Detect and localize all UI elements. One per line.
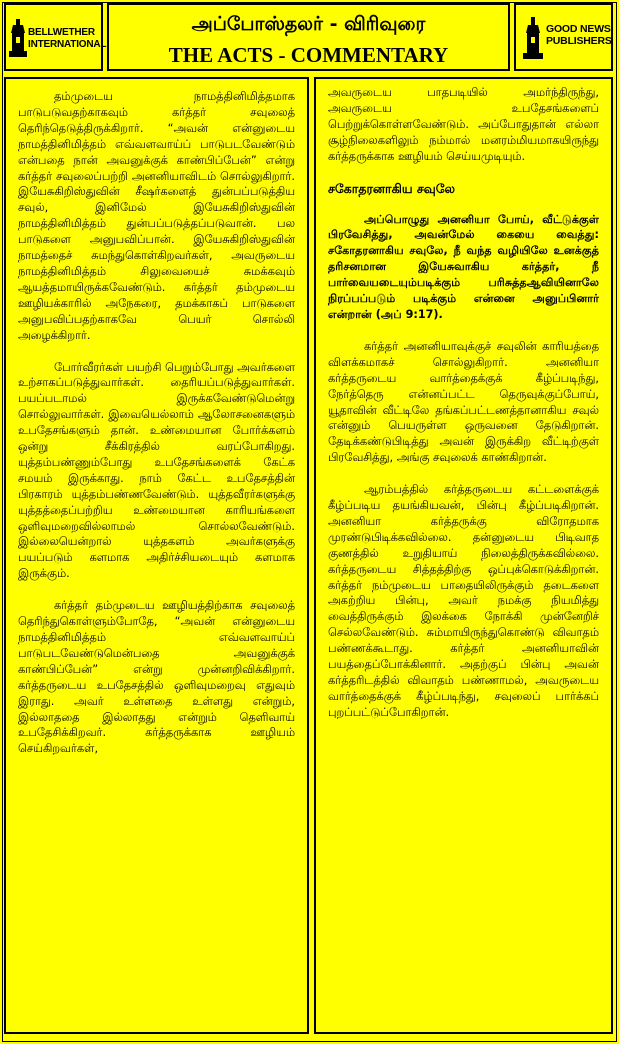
right-paragraph-2: ஆரம்பத்தில் கர்த்தருடைய கட்டளைக்குக் கீழ்ப்படிய தயங்கியவன், பின்பு கீழ்ப்படிகிறான். அனனியா கர்த்தருக்கு விரோதமாக முரண்டுபிடிக்கவில்லை. தன்னுடைய பிடிவாத குணத்தில் உறுதியாய் நிலைத்திருக்கவில்லை. கர்த்தருடைய சித்தத்திற்கு ஒப்புக்கொடுக்கிறான். கர்த்தர் நம்முடைய பாதையிலிருக்கும் தடைகளை அகற்றிய பின்பு, அவர் நமக்கு நியமித்து வைத்திருக்கும் இலக்கை நோக்கி முன்னேறிச் செல்லவேண்டும். சும்மாயிருந்துகொண்டு விவாதம் பண்ணக்கூடாது. கர்த்தர் அனனியாவின் பயத்தைப்போக்கினார். அதற்குப் பின்பு அவன் கர்த்தரிடத்தில் விவாதம் பண்ணாமல், அவருடைய வார்த்தைக்குக் கீழ்ப்படிந்து, சவுலைப் பார்க்கப் புறப்பட்டுப்போகிறான். (328, 482, 599, 719)
right-paragraph-1: கர்த்தர் அனனியாவுக்குச் சவுலின் காரியத்தை விளக்கமாகச் சொல்லுகிறார். அனனியா கர்த்தருடைய வார்த்தைக்குக் கீழ்ப்படிந்து, நேர்த்தெரு என்னப்பட்ட தெருவுக்குப்போய், யூதாவின் வீட்டிலே தங்கப்பட்டணத்தானாகிய சவுல் என்னும் பெயருள்ள ஒருவனை தேடுகிறான். தேடிக்கண்டுபிடித்து அவன் இருக்கிற வீட்டிற்குள் பிரவேசித்து, அங்கு சவுலைக் காண்கிறான். (328, 338, 599, 465)
right-column (314, 77, 613, 1034)
left-paragraph-2: போர்வீரர்கள் பயற்சி பெறும்போது அவர்களை உற்சாகப்படுத்துவார்கள். தைரியப்படுத்துவார்கள். பயப்படாமல் இருக்கவேண்டுமென்று சொல்லுவார்கள். இவையெல்லாம் ஆலோசனைகளும் உபதேசங்களும் தான். உண்மையான போர்க்களம் ஒன்று சீக்கிரத்தில் வரப்போகிறது. யுத்தம்பண்ணும்போது உபதேசங்களைக் கேட்க சமயம் இருக்காது. நாம் கேட்ட உபதேசத்தின் பிரகாரம் யுத்தம்பண்ணவேண்டும். யுத்தவீரர்களுக்கு யுத்தத்தைப்பற்றிய உண்மையான காரியங்களை ஒளிவுமறைவில்லாமல் சொல்லவேண்டும். இல்லையென்றால் யுத்தகளம் அவர்களுக்கு பயப்படும் களமாக அதிர்ச்சியடையும் களமாக இருக்கும். (18, 359, 295, 581)
page-title-english: THE ACTS - COMMENTARY (168, 43, 449, 67)
logo-left-line2: INTERNATIONAL (28, 39, 107, 50)
logo-right-line1: GOOD NEWS (546, 23, 611, 35)
verse-reference: (அப் 9:17). (375, 307, 443, 321)
right-intro-paragraph: அவருடைய பாதபடியில் அமர்ந்திருந்து, அவருடைய உபதேசங்களைப் பெற்றுக்கொள்ளவேண்டும். அப்போதுதான் எல்லா சூழ்நிலைகளிலும் நம்மால் மனரம்மியமாகயிருந்து கர்த்தருக்காக ஊழியம் செய்யமுடியும். (328, 85, 599, 163)
logo-right-line2: PUBLISHERS (546, 35, 612, 47)
page-header (4, 3, 613, 73)
left-paragraph-3: கர்த்தர் தம்முடைய ஊழியத்திற்காக சவுலைத் தெரிந்துகொள்ளும்போதே, “அவன் என்னுடைய நாமத்தினிமித்தம் எவ்வளவாய்ப் பாடுபடவேண்டுமென்பதை அவனுக்குக் காண்பிப்பேன்” என்று முன்னறிவிக்கிறார். கர்த்தருடைய உபதேசத்தில் ஒளிவுமறைவு எதுவும் இராது. அவர் உள்ளதை உள்ளது என்றும், இல்லாததை இல்லாதது என்றும் தெளிவாய் உபதேசிக்கிறவர். கர்த்தருக்காக ஊழியம் செய்கிறவர்கள், (18, 598, 295, 756)
tower-icon (522, 17, 544, 61)
section-heading: சகோதரனாகிய சவுலே (328, 180, 456, 196)
left-paragraph-1: தம்முடைய நாமத்தினிமித்தமாக பாடுபடுவதற்காகவும் கர்த்தர் சவுலைத் தெரிந்தெடுத்திருக்கிறார். “அவன் என்னுடைய நாமத்தினிமித்தம் எவ்வளவாய்ப் பாடுபடவேண்டும் என்பதை நான் அவனுக்குக் காண்பிப்பேன்” என்று கர்த்தர் சவுலைப்பற்றி அனனியாவிடம் சொல்லுகிறார். இயேசுகிறிஸ்துவின் சீஷர்களைத் துன்பப்படுத்திய சவுல், இனிமேல் இயேசுகிறிஸ்துவின் நாமத்தினிமித்தம் துன்பப்படுத்தப்படுவான். பல பாடுகளை அனுபவிப்பான். இயேசுகிறிஸ்துவின் நாமத்தைச் சுமந்துகொள்கிறவர்கள், அவருடைய நாமத்தினிமித்தம் சிலுவையைச் சுமக்கவும் ஆயத்தமாயிருக்கவேண்டும். கர்த்தர் தம்முடைய ஊழியக்காரில் அநேகரை, தமக்காகப் பாடுகளை அனுபவிப்பதற்காகவே பெயர் சொல்லி அழைக்கிறார். (18, 89, 295, 342)
good-news-logo (514, 3, 613, 71)
logo-left-line1: BELLWETHER (28, 27, 95, 38)
verse-text: அப்பொழுது அனனியா போய், வீட்டுக்குள் பிரவேசித்து, அவன்மேல் கையை வைத்து: சகோதரனாகிய சவுலே, நீ வந்த வழியிலே உனக்குத் தரிசனமான இயேசுவாகிய கர்த்தர், நீ பார்வையடையும்படிக்கும் பரிசுத்தஆவியினாலே நிரப்பப்படும் படிக்கும் என்னை அனுப்பினார் என்றான் (328, 212, 599, 321)
title-box (107, 3, 510, 71)
left-column (4, 77, 309, 1034)
bell-tower-icon (9, 19, 27, 59)
page-title-tamil: அப்போஸ்தலர் - விரிவுரை (191, 13, 426, 35)
verse-quote (328, 212, 599, 323)
bellwether-logo (4, 3, 107, 71)
